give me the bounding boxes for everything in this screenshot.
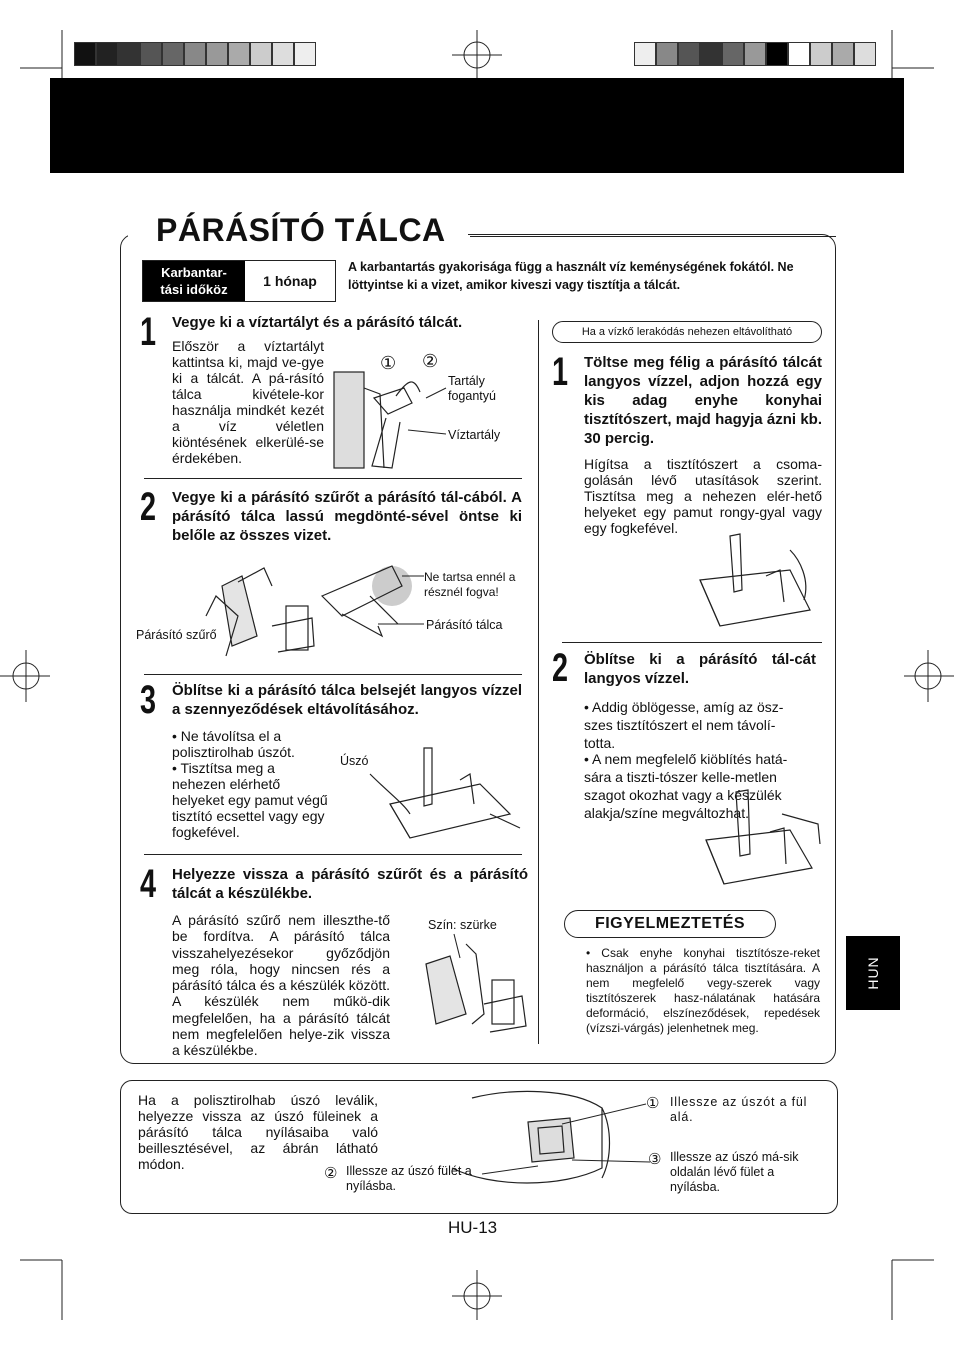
water-tank-label: Víztartály: [448, 428, 501, 442]
circle-2-label: ②: [422, 351, 439, 371]
maintenance-schedule: [142, 260, 336, 302]
right-step-2-heading: Öblítse ki a párásító tál-cát langyos vízzel.: [584, 651, 816, 687]
hold-warning-label: Ne tartsa ennél a résznél fogva!: [424, 570, 516, 599]
note-circle-3: ③: [648, 1151, 662, 1168]
tray-label: Párásító tálca: [426, 618, 503, 632]
step-4-number: 4: [140, 862, 157, 906]
right-step-2-bullet-1: • Addig öblögesse, amíg az ösz-szes tisztítószert el nem távolí-totta.: [584, 699, 784, 751]
step-3-number: 3: [140, 678, 157, 722]
tank-illustration: [334, 353, 444, 468]
schedule-value: 1 hónap: [263, 273, 317, 289]
header-band: [50, 78, 904, 173]
step-3-bullet-1: • Ne távolítsa el a polisztirolhab úszót.: [172, 728, 295, 760]
step-4-heading: Helyezze vissza a párásító szűrőt és a párásító tálcát a készülékbe.: [172, 866, 528, 902]
limescale-condition-label: Ha a vízkő lerakódás nehezen eltávolítható: [552, 321, 822, 343]
title-rule: [470, 236, 836, 237]
right-step-1-body: Hígítsa a tisztítószert a csoma-golásán lévő utasítások szerint. Tisztítsa meg a nehezen elér-hető helyeket egy pamut rongy-gyal vagy egy fogkefével.: [584, 456, 822, 536]
step-1-body: Először a víztartályt kattintsa ki, majd ve-gye ki a tálcát. A pá-rásító tálca kivétele-kor használja mindkét kezét a víz véletlen kiöntésének elkerülé-se érdekében.: [172, 338, 324, 466]
step-4-body: A párásító szűrő nem illeszthe-tő be fordítva. A párásító tálca visszahelyezésekor győződjön meg róla, hogy nincsen rés a párásító tálca és a készülék között. A készülék nem műkö-dik megfelelően, ha a párásító tálcát nem megfelelően helye-zik vissza a készülékbe.: [172, 912, 390, 1059]
note-step-2: Illessze az úszó fülét a nyílásba.: [346, 1164, 472, 1193]
warning-title: FIGYELMEZTETÉS: [564, 910, 776, 938]
soak-illustration: [700, 530, 830, 640]
rinse-illustration: [370, 744, 530, 844]
float-label: Úszó: [340, 754, 369, 768]
page-title: PÁRÁSÍTÓ TÁLCA: [156, 212, 446, 248]
filter-removal-illustration: [202, 556, 592, 656]
step-2-number: 2: [140, 485, 157, 529]
color-gray-label: Szín: szürke: [428, 918, 497, 932]
step-2-heading: Vegye ki a párásító szűrőt a párásító tál-cából. A párásító tálca lassú megdönté-sével öntse ki belőle az összes vizet.: [172, 489, 522, 544]
float-note-text: Ha a polisztirolhab úszó leválik, helyezze vissza az úszó füleinek a párásító tálca nyílásaiba való beillesztésével, az ábrán látható módon.: [138, 1092, 378, 1172]
right-step-1-number: 1: [552, 350, 569, 394]
schedule-label: Karbantar- tási időköz: [143, 261, 245, 301]
intro-text: A karbantartás gyakorisága függ a használt víz keménységének fokától. Ne löttyintse ki a vizet, amikor kiveszi vagy tisztítja a tálcát.: [348, 260, 794, 292]
right-step-2-number: 2: [552, 646, 569, 690]
right-step-1-heading: Töltse meg félig a párásító tálcát langyos vízzel, adjon hozzá egy kis adag enyhe konyhai tisztítószert, majd hagyja ázni kb. 30 percig.: [584, 354, 822, 447]
warning-text: • Csak enyhe konyhai tisztítósze-reket használjon a párásító tálca tisztítására. A nem megfelelő vegy-szerek vagy tisztítószerek hasz-nálatának hatására deformáció, elszíneződések, repedések (vízszi-várgás) jelenhetnek meg.: [586, 946, 820, 1035]
step-3-heading: Öblítse ki a párásító tálca belsejét langyos vízzel a szennyeződések eltávolításához.: [172, 682, 522, 718]
rinse-tray-illustration: [700, 784, 830, 894]
step-1-number: 1: [140, 310, 157, 354]
tank-handle-label: Tartály fogantyú: [448, 374, 496, 403]
note-step-1: Illessze az úszót a fül alá.: [670, 1095, 808, 1124]
note-step-3: Illessze az úszó má-sik oldalán lévő fület a nyílásba.: [670, 1150, 799, 1194]
note-circle-1: ①: [646, 1095, 660, 1112]
language-tab: HUN: [846, 936, 900, 1010]
step-3-bullet-2: • Tisztítsa meg a nehezen elérhető helyeket egy pamut végű tisztító ecsettel vagy egy fogkefével.: [172, 760, 328, 840]
filter-label: Párásító szűrő: [136, 628, 217, 642]
right-step-2-bullet-2: • A nem megfelelő kiöblítés hatá-sára a tiszti-tószer kelle-metlen szagot okozhat vagy a készülék alakja/színe megváltozhat.: [584, 751, 788, 821]
step-1-heading: Vegye ki a víztartályt és a párásító tálcát.: [172, 314, 463, 331]
page-number: HU-13: [448, 1218, 498, 1237]
note-circle-2: ②: [324, 1165, 338, 1182]
circle-1-label: ①: [380, 353, 397, 373]
reinsert-illustration: [406, 934, 536, 1044]
